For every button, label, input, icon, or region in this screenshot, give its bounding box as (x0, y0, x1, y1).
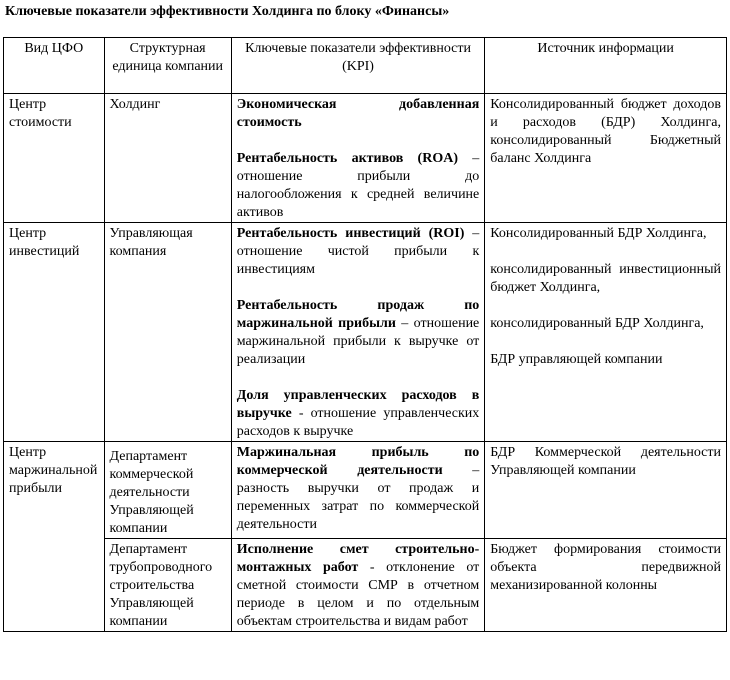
source-item: БДР Коммерческой деятельности Управляющей компании (490, 445, 721, 478)
kpi-cell (231, 442, 484, 539)
cfo-cell (4, 223, 105, 442)
header-kpi: Ключевые показатели эффективности (KPI) (231, 38, 484, 94)
kpi-description: - отношение управленческих расходов к выручке (236, 406, 480, 439)
kpi-item (237, 444, 479, 534)
kpi-name: Маржинальная прибыль по коммерческой деятельности (236, 445, 480, 478)
unit-label: Департамент трубопроводного строительства Управляющей компании (109, 542, 213, 629)
header-structural-unit: Структурная единица компании (104, 38, 231, 94)
page-title: Ключевые показатели эффективности Холдинга по блоку «Финансы» (5, 4, 450, 19)
header-cfo-type: Вид ЦФО (4, 38, 105, 94)
kpi-name: Рентабельность инвестиций (ROI) (236, 226, 465, 241)
kpi-item (237, 150, 479, 222)
cfo-label: Центр маржинальной прибыли (9, 445, 98, 496)
kpi-description: – отношение прибыли до налогообложения к средней величине активов (236, 151, 480, 220)
table-header-row (4, 38, 727, 94)
source-item: Бюджет формирования стоимости объекта передвижной механизированной колонны (490, 542, 721, 593)
kpi-name: Экономическая добавленная стоимость (236, 97, 480, 130)
source-item: консолидированный инвестиционный бюджет Холдинга, (490, 262, 721, 295)
kpi-cell (231, 223, 484, 442)
table-row (4, 539, 727, 632)
kpi-item (237, 387, 479, 441)
kpi-item (237, 541, 479, 631)
kpi-description: – разность выручки от продаж и переменных затрат по коммерческой деятельности (236, 463, 480, 532)
kpi-item (237, 96, 479, 132)
header-source: Источник информации (485, 38, 727, 94)
kpi-table (3, 37, 727, 632)
cfo-label: Центр стоимости (9, 97, 72, 130)
kpi-name: Исполнение смет строительно-монтажных работ (236, 542, 480, 575)
kpi-description: – отношение маржинальной прибыли к выручке от реализации (236, 316, 480, 367)
source-item: БДР управляющей компании (490, 352, 663, 367)
unit-label: Департамент коммерческой деятельности Управляющей компании (109, 449, 194, 536)
kpi-item (237, 297, 479, 369)
unit-cell (104, 539, 231, 632)
source-cell (485, 442, 727, 539)
unit-label: Холдинг (109, 97, 161, 112)
kpi-cell (231, 539, 484, 632)
kpi-name: Рентабельность активов (ROA) (236, 151, 458, 166)
kpi-name: Рентабельность продаж по маржинальной прибыли (236, 298, 480, 331)
unit-cell (104, 223, 231, 442)
cfo-label: Центр инвестиций (9, 226, 80, 259)
source-item: консолидированный БДР Холдинга, (490, 316, 704, 331)
cfo-cell (4, 442, 105, 632)
kpi-description: - отклонение от сметной стоимости СМР в отчетном периоде в целом и по отдельным объектам строительства и видам работ (236, 560, 480, 629)
unit-label: Управляющая компания (109, 226, 193, 259)
source-item: Консолидированный бюджет доходов и расходов (БДР) Холдинга, консолидированный Бюджетный баланс Холдинга (490, 97, 721, 166)
source-cell (485, 94, 727, 223)
kpi-item (237, 225, 479, 279)
table-row (4, 223, 727, 442)
source-cell (485, 539, 727, 632)
unit-cell (104, 94, 231, 223)
source-cell (485, 223, 727, 442)
unit-cell (104, 442, 231, 539)
table-row (4, 442, 727, 539)
kpi-cell (231, 94, 484, 223)
kpi-name: Доля управленческих расходов в выручке (236, 388, 480, 421)
kpi-description: – отношение чистой прибыли к инвестициям (236, 226, 480, 277)
source-item: Консолидированный БДР Холдинга, (490, 226, 707, 241)
cfo-cell (4, 94, 105, 223)
table-row (4, 94, 727, 223)
